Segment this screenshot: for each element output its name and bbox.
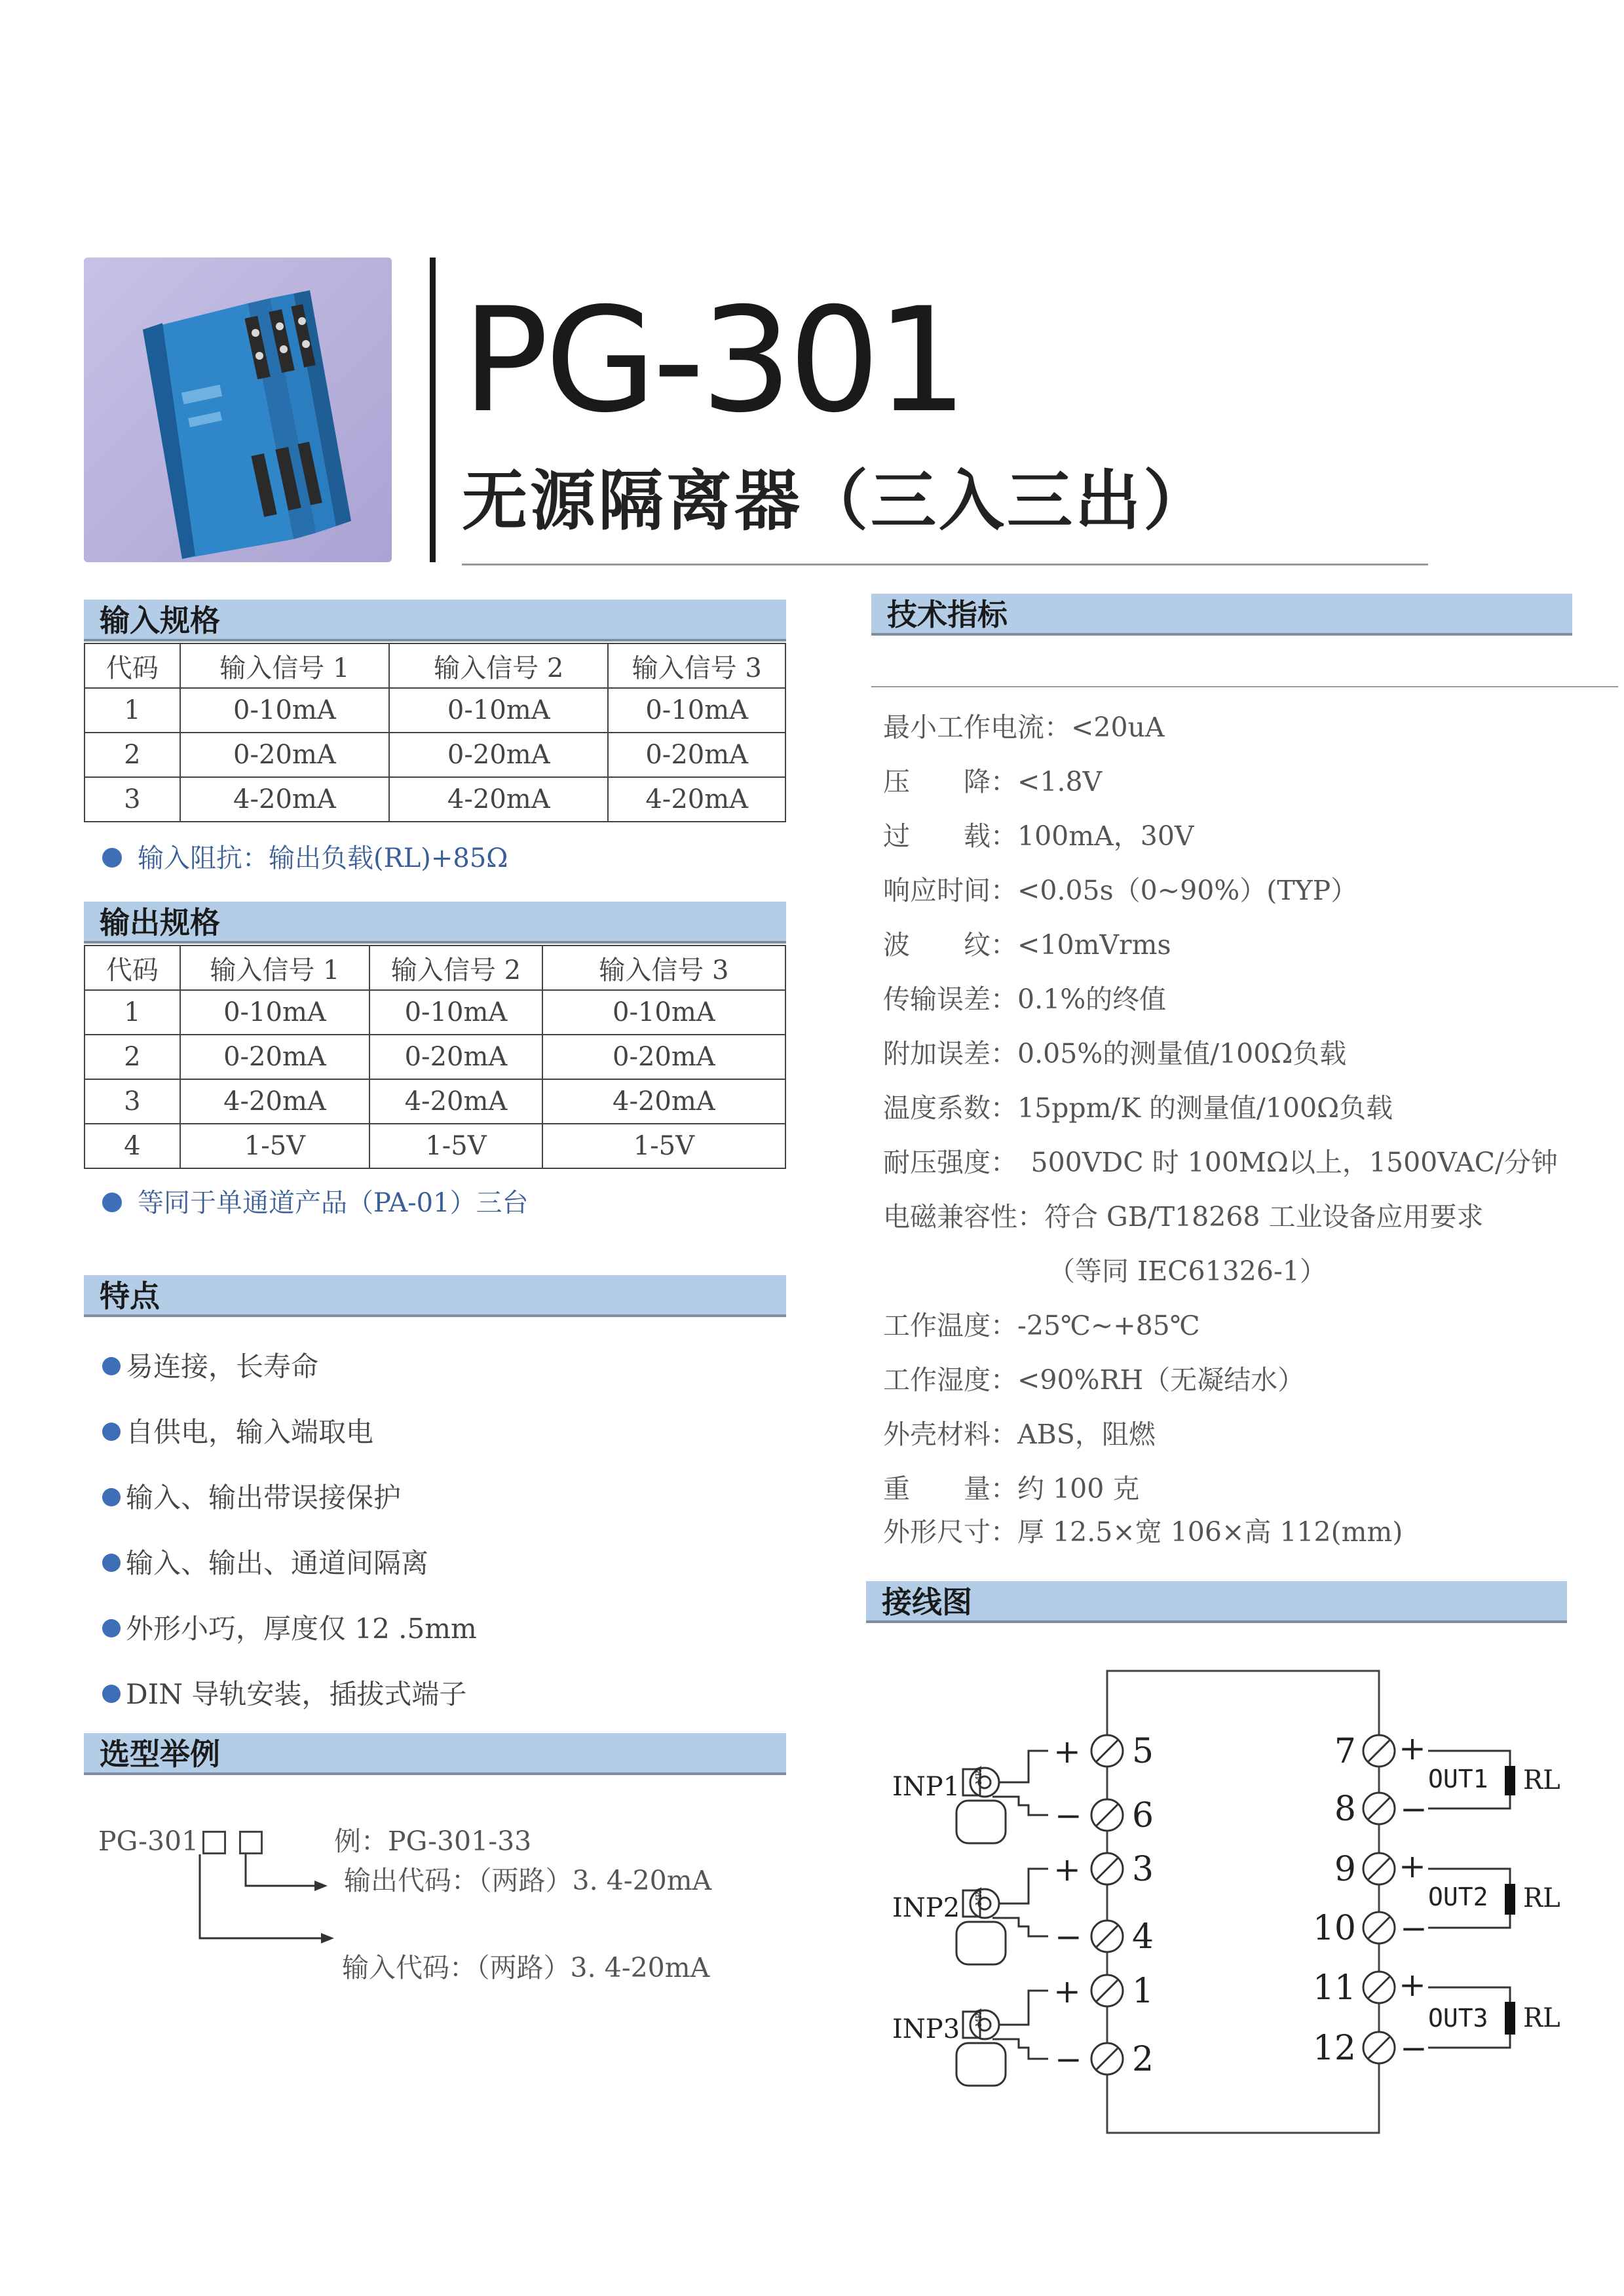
terminal-number: 2 (1132, 2040, 1154, 2079)
input-label: INP1 (892, 1772, 960, 1802)
spec-line: 外形尺寸：厚 12.5×宽 106×高 112(mm) (883, 1516, 1403, 1548)
table-cell: 4-20mA (542, 1079, 785, 1124)
feature-item (102, 1349, 318, 1385)
output-code-text: 输出代码：（两路）3. 4-20mA (344, 1865, 712, 1896)
spec-line: 压 降：<1.8V (883, 766, 1103, 797)
resistor-icon (1505, 1884, 1515, 1915)
input-label: INP3 (892, 2014, 960, 2044)
title-rule (462, 564, 1428, 565)
minus-sign: − (1055, 1797, 1082, 1835)
table-cell: 0-20mA (389, 733, 608, 777)
left-polarity (1053, 1732, 1082, 2078)
table-cell: 0-10mA (542, 990, 785, 1035)
bullet-icon (102, 1554, 121, 1572)
input-spec-table (84, 643, 786, 822)
spec-line: 温度系数：15ppm/K 的测量值/100Ω负载 (883, 1092, 1393, 1124)
table-cell: 0-20mA (180, 1035, 369, 1079)
terminal-number: 3 (1132, 1850, 1154, 1889)
plus-sign: + (1399, 1729, 1426, 1767)
bullet-icon (102, 1685, 121, 1703)
load-label: RL (1523, 2003, 1560, 2033)
output-label: OUT3 (1428, 2004, 1488, 2033)
table-cell: 0-10mA (180, 990, 369, 1035)
table-cell: 1 (85, 990, 180, 1035)
terminal-number: 12 (1312, 2029, 1356, 2068)
table-header-row (85, 946, 785, 990)
output-spec-heading: 输出规格 (84, 902, 786, 944)
table-cell: 4-20mA (180, 1079, 369, 1124)
feature-item (102, 1480, 401, 1516)
spec-line: 传输误差：0.1%的终值 (883, 984, 1167, 1015)
terminal-number: 10 (1312, 1909, 1356, 1948)
column-header: 输入信号 2 (389, 643, 608, 688)
table-cell: 0-20mA (542, 1035, 785, 1079)
right-polarity (1399, 1729, 1427, 2067)
minus-sign: − (1055, 1918, 1082, 1956)
spec-line: 波 纹：<10mVrms (883, 929, 1171, 961)
spec-line: 耐压强度： 500VDC 时 100MΩ以上，1500VAC/分钟 (883, 1147, 1558, 1178)
terminal-number: 7 (1334, 1732, 1356, 1771)
minus-sign: − (1055, 2040, 1082, 2078)
table-cell: 3 (85, 1079, 180, 1124)
features-heading: 特点 (84, 1275, 786, 1317)
header-divider (430, 258, 436, 562)
table-cell: 4 (85, 1124, 180, 1168)
column-header: 输入信号 3 (608, 643, 785, 688)
wiring-diagram (878, 1658, 1585, 2143)
selection-arrows (190, 1848, 334, 1953)
page-subtitle: 无源隔离器（三入三出） (462, 463, 1211, 539)
terminal-number: 1 (1132, 1972, 1154, 2011)
meter-label: MPA (974, 1766, 983, 1784)
table-row (85, 1124, 785, 1168)
table-cell: 0-20mA (180, 733, 389, 777)
table-cell: 0-20mA (369, 1035, 542, 1079)
plus-sign: + (1053, 1850, 1081, 1888)
output-equivalence-note (102, 1185, 529, 1221)
table-row (85, 990, 785, 1035)
table-cell: 0-10mA (369, 990, 542, 1035)
plus-sign: + (1399, 1966, 1426, 2004)
product-image (84, 258, 392, 562)
resistor-icon (1505, 1766, 1515, 1795)
input-spec-heading: 输入规格 (84, 600, 786, 641)
input-code-text: 输入代码：（两路）3. 4-20mA (342, 1952, 710, 1983)
table-row (85, 688, 785, 733)
table-cell: 0-10mA (180, 688, 389, 733)
table-cell: 2 (85, 733, 180, 777)
table-row (85, 1079, 785, 1124)
tech-divider (871, 686, 1618, 687)
table-cell: 0-10mA (608, 688, 785, 733)
right-terminal-numbers (1313, 1732, 1356, 2068)
table-row (85, 777, 785, 822)
left-terminal-numbers (1132, 1732, 1154, 2079)
table-row (85, 733, 785, 777)
terminal-number: 5 (1132, 1732, 1154, 1771)
plus-sign: + (1399, 1847, 1426, 1885)
tech-heading: 技术指标 (871, 594, 1572, 636)
bullet-icon (102, 1357, 121, 1375)
feature-item (102, 1611, 477, 1647)
terminal-number: 9 (1334, 1850, 1356, 1889)
table-cell: 4-20mA (608, 777, 785, 822)
load-label: RL (1523, 1883, 1560, 1913)
wiring-heading: 接线图 (866, 1581, 1567, 1623)
output-label: OUT2 (1428, 1883, 1488, 1911)
spec-line: 响应时间：<0.05s（0~90%）(TYP） (883, 875, 1358, 906)
column-header: 输入信号 3 (542, 946, 785, 990)
table-row (85, 1035, 785, 1079)
table-cell: 4-20mA (389, 777, 608, 822)
input-impedance-note (102, 840, 508, 877)
table-cell: 0-20mA (608, 733, 785, 777)
bullet-icon (102, 1488, 121, 1506)
plus-sign: + (1053, 1972, 1081, 2010)
plus-sign: + (1053, 1732, 1081, 1770)
meter-label: MPA (974, 1887, 983, 1905)
bullet-icon (102, 1619, 121, 1637)
feature-text: DIN 导轨安装，插拔式端子 (126, 1678, 467, 1710)
table-cell: 1-5V (180, 1124, 369, 1168)
column-header: 代码 (85, 946, 180, 990)
column-header: 输入信号 1 (180, 946, 369, 990)
table-cell: 0-10mA (389, 688, 608, 733)
note-text: 等同于单通道产品（PA-01）三台 (138, 1188, 529, 1218)
input-label: INP2 (892, 1893, 960, 1923)
column-header: 输入信号 2 (369, 946, 542, 990)
terminal-number: 8 (1334, 1789, 1356, 1829)
terminal-number: 11 (1312, 1968, 1356, 2008)
output-labels (1428, 1765, 1560, 2033)
table-header-row (85, 643, 785, 688)
spec-line: 工作温度：-25℃~+85℃ (883, 1310, 1200, 1341)
table-cell: 4-20mA (369, 1079, 542, 1124)
page-title: PG-301 (462, 277, 964, 444)
table-cell: 2 (85, 1035, 180, 1079)
note-text: 输入阻抗：输出负载(RL)+85Ω (138, 843, 508, 873)
feature-text: 易连接，长寿命 (126, 1350, 319, 1383)
selection-example: 例：PG-301-33 (334, 1826, 532, 1857)
terminal-number: 4 (1132, 1917, 1154, 1957)
column-header: 代码 (85, 643, 180, 688)
selection-heading: 选型举例 (84, 1733, 786, 1775)
feature-text: 自供电，输入端取电 (126, 1416, 374, 1448)
spec-line: 最小工作电流：<20uA (883, 712, 1165, 743)
feature-item (102, 1414, 373, 1451)
model-name: PG-301 (98, 1826, 199, 1857)
feature-text: 输入、输出带误接保护 (126, 1482, 402, 1514)
table-cell: 1-5V (542, 1124, 785, 1168)
minus-sign: − (1400, 1790, 1427, 1828)
table-cell: 1-5V (369, 1124, 542, 1168)
spec-line: 重 量：约 100 克 (883, 1473, 1140, 1504)
column-header: 输入信号 1 (180, 643, 389, 688)
terminal-number: 6 (1132, 1796, 1154, 1835)
meter-label: MPA (974, 2008, 983, 2027)
feature-text: 输入、输出、通道间隔离 (126, 1547, 429, 1579)
bullet-icon (102, 848, 122, 868)
feature-text: 外形小巧，厚度仅 12 .5mm (126, 1613, 477, 1645)
resistor-icon (1505, 2002, 1515, 2035)
spec-line: 电磁兼容性：符合 GB/T18268 工业设备应用要求 (883, 1201, 1484, 1233)
bullet-icon (102, 1193, 122, 1212)
output-spec-table (84, 945, 786, 1169)
product-photo (84, 258, 392, 562)
spec-line: （等同 IEC61326-1） (1048, 1255, 1327, 1287)
meter-icons (956, 1768, 1006, 2086)
spec-line: 外壳材料：ABS，阻燃 (883, 1419, 1156, 1450)
input-wires (992, 1751, 1048, 2059)
spec-line: 工作湿度：<90%RH（无凝结水） (883, 1364, 1305, 1396)
spec-line: 过 载：100mA，30V (883, 820, 1194, 852)
output-label: OUT1 (1428, 1765, 1488, 1793)
spec-line: 附加误差：0.05%的测量值/100Ω负载 (883, 1038, 1347, 1069)
bullet-icon (102, 1423, 121, 1441)
table-cell: 3 (85, 777, 180, 822)
feature-item (102, 1676, 466, 1713)
feature-item (102, 1545, 428, 1582)
load-label: RL (1523, 1765, 1560, 1795)
minus-sign: − (1400, 1909, 1427, 1947)
minus-sign: − (1400, 2029, 1427, 2067)
table-cell: 1 (85, 688, 180, 733)
table-cell: 4-20mA (180, 777, 389, 822)
